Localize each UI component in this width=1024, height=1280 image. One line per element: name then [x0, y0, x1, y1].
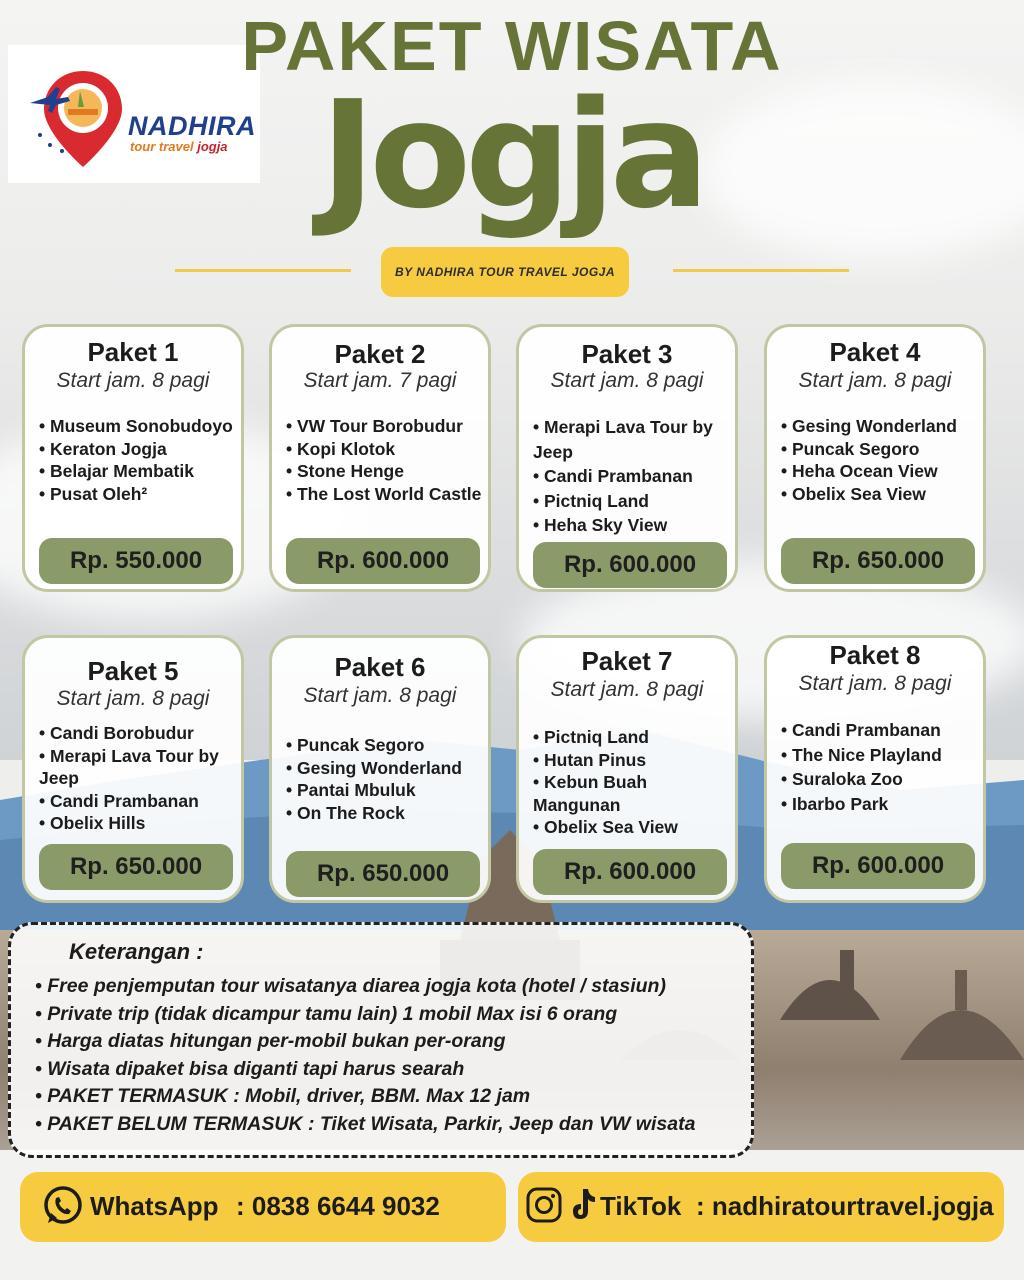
destination-item: • Gesing Wonderland — [781, 416, 957, 436]
note-item: • Free penjemputan tour wisatanya diarea jogja kota (hotel / stasiun) — [35, 975, 666, 997]
whatsapp-contact[interactable] — [20, 1172, 506, 1242]
package-start-time: Start jam. 8 pagi — [56, 369, 210, 392]
package-price: Rp. 600.000 — [286, 538, 480, 584]
destination-item: • Stone Henge — [286, 461, 404, 481]
destination-item: • Puncak Segoro — [781, 438, 920, 459]
whatsapp-number[interactable]: : 0838 6644 9032 — [236, 1191, 440, 1221]
destination-item: • The Nice Playland — [781, 744, 942, 765]
package-destinations — [286, 415, 482, 505]
destination-item: • Heha Ocean View — [781, 461, 938, 481]
destination-item: • Obelix Sea View — [781, 483, 926, 504]
package-start-time: Start jam. 8 pagi — [798, 369, 952, 392]
tiktok-handle[interactable]: : nadhiratourtravel.jogja — [696, 1191, 994, 1221]
notes-box — [8, 922, 754, 1158]
package-title: Paket 6 — [334, 652, 426, 682]
destination-item: • Merapi Lava Tour by Jeep — [39, 745, 219, 788]
instagram-icon — [526, 1187, 562, 1223]
brand-tagline-b: jogja — [197, 139, 228, 154]
package-title: Paket 8 — [829, 640, 921, 670]
tiktok-contact[interactable] — [518, 1172, 1004, 1242]
destination-item: • Hutan Pinus — [533, 749, 647, 770]
destination-item: • Kopi Klotok — [286, 438, 396, 459]
package-title: Paket 5 — [87, 656, 179, 686]
destination-item: • Keraton Jogja — [39, 438, 167, 459]
package-start-time: Start jam. 8 pagi — [56, 687, 210, 710]
package-title: Paket 3 — [581, 339, 673, 369]
package-card-1 — [22, 324, 244, 592]
package-card-3 — [516, 324, 738, 592]
tiktok-icon — [570, 1186, 596, 1222]
destination-item: • Museum Sonobudoyo — [39, 416, 233, 436]
package-card-8 — [764, 635, 986, 903]
notes-title: Keterangan : — [69, 939, 204, 964]
destination-item: • Merapi Lava Tour by Jeep — [533, 417, 713, 462]
package-destinations — [533, 726, 729, 839]
destination-item: • Puncak Segoro — [286, 735, 425, 755]
package-destinations — [781, 415, 977, 505]
package-destinations — [781, 718, 977, 816]
package-start-time: Start jam. 8 pagi — [550, 369, 704, 392]
notes-list — [35, 973, 695, 1138]
package-start-time: Start jam. 7 pagi — [303, 369, 457, 392]
package-start-time: Start jam. 8 pagi — [550, 678, 704, 701]
note-item: • Harga diatas hitungan per-mobil bukan per-orang — [35, 1030, 506, 1052]
destination-item: • Ibarbo Park — [781, 793, 889, 814]
package-card-5 — [22, 635, 244, 903]
brand-name: NADHIRA — [128, 111, 256, 141]
brand-tagline-a: tour travel — [130, 139, 194, 154]
package-title: Paket 4 — [829, 337, 921, 367]
package-card-6 — [269, 635, 491, 903]
package-destinations — [39, 722, 235, 835]
note-item: • Private trip (tidak dicampur tamu lain) 1 mobil Max isi 6 orang — [35, 1002, 618, 1025]
package-card-7 — [516, 635, 738, 903]
package-start-time: Start jam. 8 pagi — [798, 672, 952, 695]
destination-item: • On The Rock — [286, 802, 405, 823]
package-card-2 — [269, 324, 491, 592]
package-price: Rp. 600.000 — [533, 849, 727, 895]
page-title-main: Jogja — [320, 69, 704, 241]
destination-item: • Suraloka Zoo — [781, 769, 903, 789]
tiktok-label: TikTok — [600, 1191, 682, 1221]
package-start-time: Start jam. 8 pagi — [303, 684, 457, 707]
note-item: • PAKET TERMASUK : Mobil, driver, BBM. Max 12 jam — [35, 1085, 531, 1107]
whatsapp-label: WhatsApp — [90, 1191, 219, 1221]
package-price: Rp. 650.000 — [286, 851, 480, 897]
destination-item: • Obelix Hills — [39, 813, 146, 833]
package-price: Rp. 550.000 — [39, 538, 233, 584]
destination-item: • Pantai Mbuluk — [286, 780, 416, 800]
note-item: • Wisata dipaket bisa diganti tapi harus searah — [35, 1057, 465, 1080]
package-destinations — [286, 734, 482, 824]
page-title-top: PAKET WISATA — [241, 7, 783, 85]
divider-line-left — [175, 269, 351, 272]
package-price: Rp. 600.000 — [781, 843, 975, 889]
package-title: Paket 1 — [87, 337, 179, 367]
byline-badge: BY NADHIRA TOUR TRAVEL JOGJA — [381, 247, 629, 297]
destination-item: • Gesing Wonderland — [286, 757, 462, 778]
destination-item: • Pictniq Land — [533, 727, 649, 747]
package-title: Paket 7 — [581, 646, 673, 676]
divider-line-right — [673, 269, 849, 272]
package-price: Rp. 650.000 — [781, 538, 975, 584]
package-price: Rp. 650.000 — [39, 844, 233, 890]
package-destinations — [533, 415, 729, 538]
package-card-4 — [764, 324, 986, 592]
destination-item: • Obelix Sea View — [533, 817, 678, 837]
destination-item: • The Lost World Castle — [286, 483, 482, 504]
package-title: Paket 2 — [334, 339, 426, 369]
destination-item: • Pusat Oleh² — [39, 483, 148, 504]
destination-item: • Candi Prambanan — [781, 720, 941, 740]
package-destinations — [39, 415, 235, 505]
note-item: • PAKET BELUM TERMASUK : Tiket Wisata, Parkir, Jeep dan VW wisata — [35, 1112, 696, 1135]
destination-item: • Candi Borobudur — [39, 723, 194, 743]
destination-item: • VW Tour Borobudur — [286, 416, 463, 436]
whatsapp-icon — [42, 1185, 84, 1227]
destination-item: • Belajar Membatik — [39, 461, 194, 481]
destination-item: • Pictniq Land — [533, 490, 649, 511]
destination-item: • Candi Prambanan — [533, 466, 693, 486]
destination-item: • Kebun Buah Mangunan — [533, 772, 648, 815]
destination-item: • Heha Sky View — [533, 515, 668, 535]
package-price: Rp. 600.000 — [533, 542, 727, 588]
destination-item: • Candi Prambanan — [39, 790, 199, 811]
